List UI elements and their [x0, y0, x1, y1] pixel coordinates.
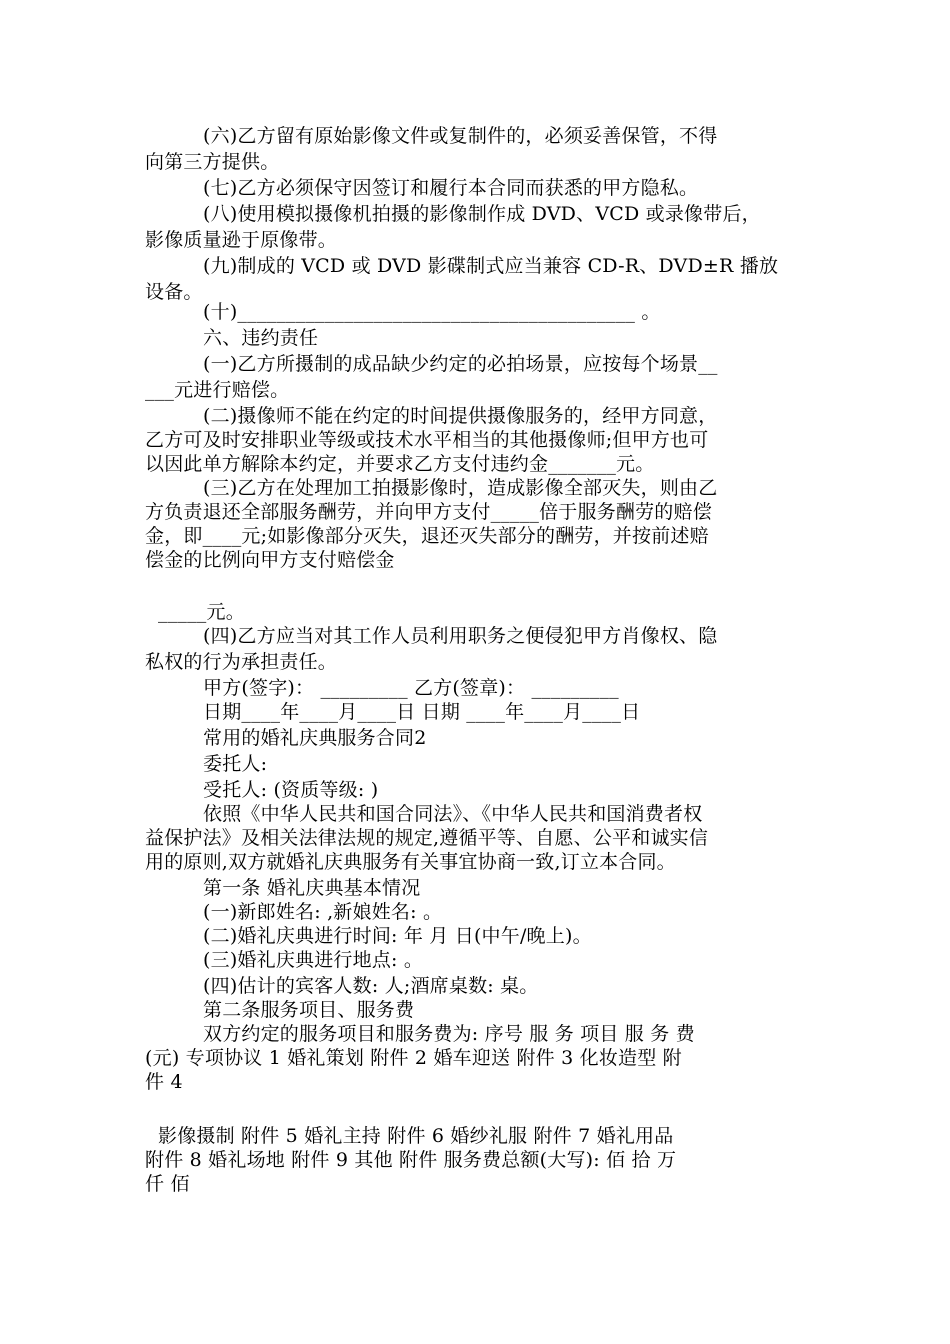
text-line: 益保护法》及相关法律法规的规定,遵循平等、自愿、公平和诚实信: [145, 827, 709, 849]
contract-title: 常用的婚礼庆典服务合同2: [203, 727, 427, 749]
text-line: (二)摄像师不能在约定的时间提供摄像服务的，经甲方同意，: [203, 405, 718, 427]
text-line: 件 4: [145, 1071, 183, 1093]
text-line: (七)乙方必须保守因签订和履行本合同而获悉的甲方隐私。: [203, 177, 699, 199]
text-line: (一)新郎姓名: ,新娘姓名: 。: [203, 901, 443, 923]
text-line: 仟 佰: [145, 1173, 190, 1195]
text-line: 私权的行为承担责任。: [145, 651, 338, 673]
text-line: 依照《中华人民共和国合同法》、《中华人民共和国消费者权: [203, 803, 703, 825]
text-line: ___元进行赔偿。: [145, 379, 290, 401]
text-line: 影像摄制 附件 5 婚礼主持 附件 6 婚纱礼服 附件 7 婚礼用品: [158, 1125, 674, 1147]
text-line: 金，即____元;如影像部分灭失，退还灭失部分的酬劳，并按前述赔: [145, 525, 709, 547]
text-line: 以因此单方解除本约定，并要求乙方支付违约金_______元。: [145, 453, 655, 475]
text-line: _____元。: [158, 601, 245, 623]
text-line: 乙方可及时安排职业等级或技术水平相当的其他摄像师;但甲方也可: [145, 429, 709, 451]
text-line: 受托人: (资质等级: ): [203, 779, 379, 801]
text-line: 双方约定的服务项目和服务费为: 序号 服 务 项目 服 务 费: [203, 1023, 695, 1045]
signature-line: 甲方(签字)： _________ 乙方(签章)： _________: [203, 677, 619, 699]
text-line: (八)使用模拟摄像机拍摄的影像制作成 DVD、VCD 或录像带后，: [203, 203, 761, 225]
text-line: 附件 8 婚礼场地 附件 9 其他 附件 服务费总额(大写): 佰 拾 万: [145, 1149, 677, 1171]
date-line: 日期____年____月____日 日期 ____年____月____日: [203, 701, 641, 723]
text-line: 向第三方提供。: [145, 151, 280, 173]
text-line: (四)乙方应当对其工作人员利用职务之便侵犯甲方肖像权、隐: [203, 625, 718, 647]
text-line: 设备。: [145, 281, 203, 303]
text-line: (三)乙方在处理加工拍摄影像时，造成影像全部灭失，则由乙: [203, 477, 718, 499]
text-line: 方负责退还全部服务酬劳，并向甲方支付_____倍于服务酬劳的赔偿: [145, 501, 712, 523]
blank-line: (十)_________________________________________ 。: [203, 301, 661, 323]
section-heading: 六、违约责任: [203, 327, 319, 349]
article-heading: 第一条 婚礼庆典基本情况: [203, 877, 421, 899]
article-heading: 第二条服务项目、服务费: [203, 999, 415, 1021]
text-line: 影像质量逊于原像带。: [145, 229, 338, 251]
text-line: (二)婚礼庆典进行时间: 年 月 日(中午/晚上)。: [203, 925, 592, 947]
text-line: (元) 专项协议 1 婚礼策划 附件 2 婚车迎送 附件 3 化妆造型 附: [145, 1047, 682, 1069]
text-line: (九)制成的 VCD 或 DVD 影碟制式应当兼容 CD-R、DVD±R 播放: [203, 255, 779, 277]
text-line: (三)婚礼庆典进行地点: 。: [203, 949, 424, 971]
text-line: (一)乙方所摄制的成品缺少约定的必拍场景，应按每个场景__: [203, 353, 718, 375]
text-line: 委托人:: [203, 753, 268, 775]
text-line: 偿金的比例向甲方支付赔偿金: [145, 549, 395, 571]
text-line: (四)估计的宾客人数: 人;酒席桌数: 桌。: [203, 975, 539, 997]
text-line: 用的原则,双方就婚礼庆典服务有关事宜协商一致,订立本合同。: [145, 851, 676, 873]
text-line: (六)乙方留有原始影像文件或复制件的，必须妥善保管，不得: [203, 125, 718, 147]
